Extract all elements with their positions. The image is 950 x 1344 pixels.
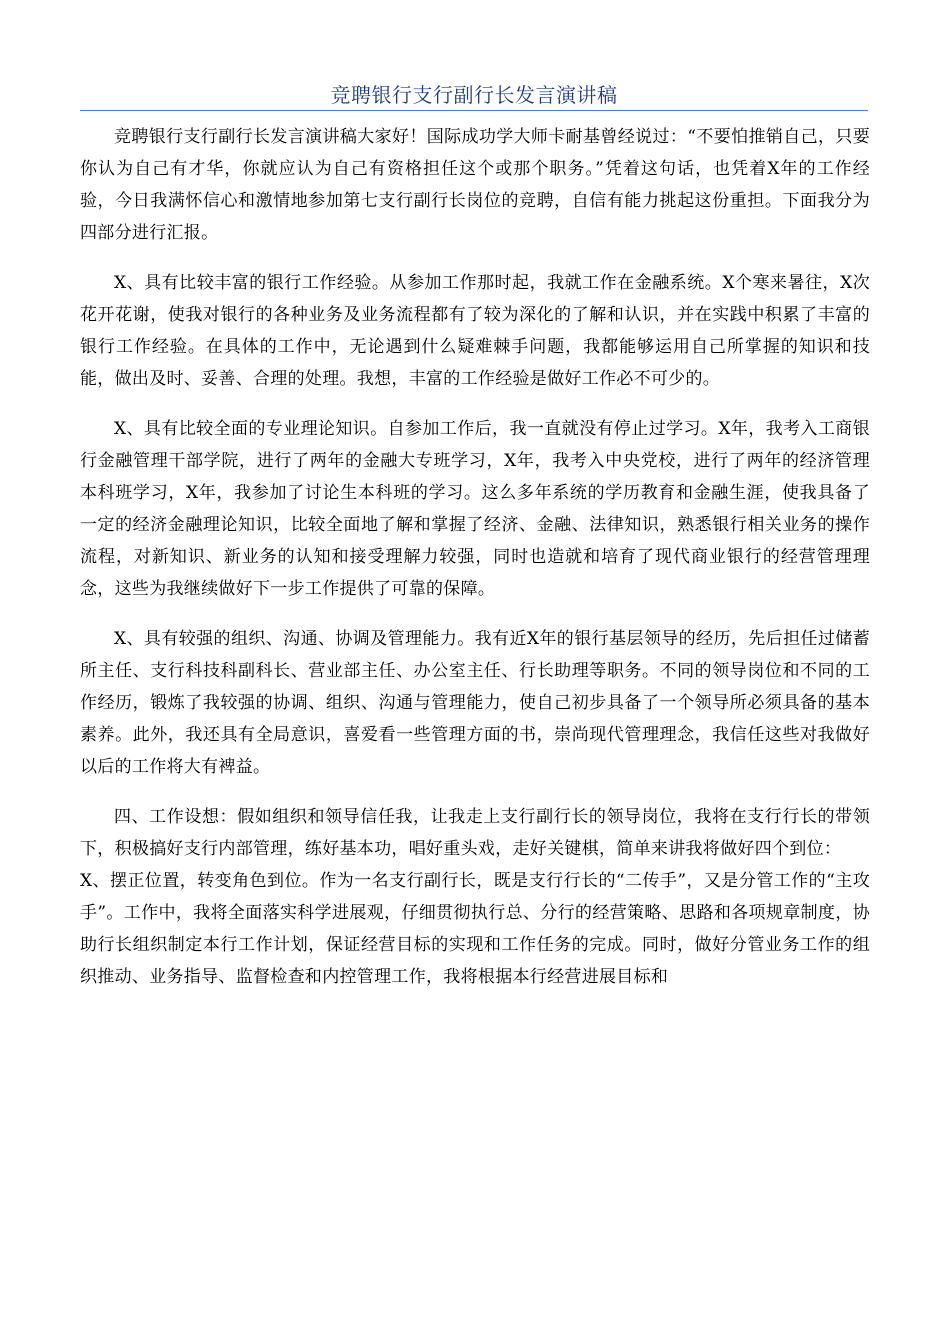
paragraph-position: X、摆正位置，转变角色到位。作为一名支行副行长，既是支行行长的“二传手”，又是分管工作的“主攻手”。工作中，我将全面落实科学进展观，仔细贯彻执行总、分行的经营策略、思路和各项规章制度，协助行长组织制定本行工作计划，保证经营目标的实现和工作任务的完成。同时，做好分管业务工作的组织推动、业务指导、监督检查和内控管理工作，我将根据本行经营进展目标和 xyxy=(80,871,870,987)
paragraph-ability: X、具有较强的组织、沟通、协调及管理能力。我有近X年的银行基层领导的经历，先后担任过储蓄所主任、支行科技科副科长、营业部主任、办公室主任、行长助理等职务。不同的领导岗位和不同的工作经历，锻炼了我较强的协调、组织、沟通与管理能力，使自己初步具备了一个领导所必须具备的基本素养。此外，我还具有全局意识，喜爱看一些管理方面的书，崇尚现代管理理念，我信任这些对我做好以后的工作将大有裨益。 xyxy=(80,629,870,777)
paragraph-work-plan: 四、工作设想：假如组织和领导信任我，让我走上支行副行长的领导岗位，我将在支行行长的带领下，积极搞好支行内部管理，练好基本功，唱好重头戏，走好关键棋，简单来讲我将做好四个到位： xyxy=(80,807,870,859)
paragraph-intro: 竞聘银行支行副行长发言演讲稿大家好！国际成功学大师卡耐基曾经说过：“不要怕推销自己，只要你认为自己有才华，你就应认为自己有资格担任这个或那个职务。”凭着这句话，也凭着X年的工作经验，今日我满怀信心和激情地参加第七支行副行长岗位的竞聘，自信有能力挑起这份重担。下面我分为四部分进行汇报。 xyxy=(80,127,870,243)
title-divider xyxy=(80,110,868,111)
paragraph-knowledge: X、具有比较全面的专业理论知识。自参加工作后，我一直就没有停止过学习。X年，我考入工商银行金融管理干部学院，进行了两年的金融大专班学习，X年，我考入中央党校，进行了两年的经济管理本科班学习，X年，我参加了讨论生本科班的学习。这么多年系统的学历教育和金融生涯，使我具备了一定的经济金融理论知识，比较全面地了解和掌握了经济、金融、法律知识，熟悉银行相关业务的操作流程，对新知识、新业务的认知和接受理解力较强，同时也造就和培育了现代商业银行的经营管理理念，这些为我继续做好下一步工作提供了可靠的保障。 xyxy=(80,419,870,599)
page-title: 竞聘银行支行副行长发言演讲稿 xyxy=(330,83,618,107)
document-body xyxy=(80,121,870,993)
paragraph-experience: X、具有比较丰富的银行工作经验。从参加工作那时起，我就工作在金融系统。X个寒来暑往，X次花开花谢，使我对银行的各种业务及业务流程都有了较为深化的了解和认识，并在实践中积累了丰富的银行工作经验。在具体的工作中，无论遇到什么疑难棘手问题，我都能够运用自己所掌握的知识和技能，做出及时、妥善、合理的处理。我想，丰富的工作经验是做好工作必不可少的。 xyxy=(80,273,870,389)
